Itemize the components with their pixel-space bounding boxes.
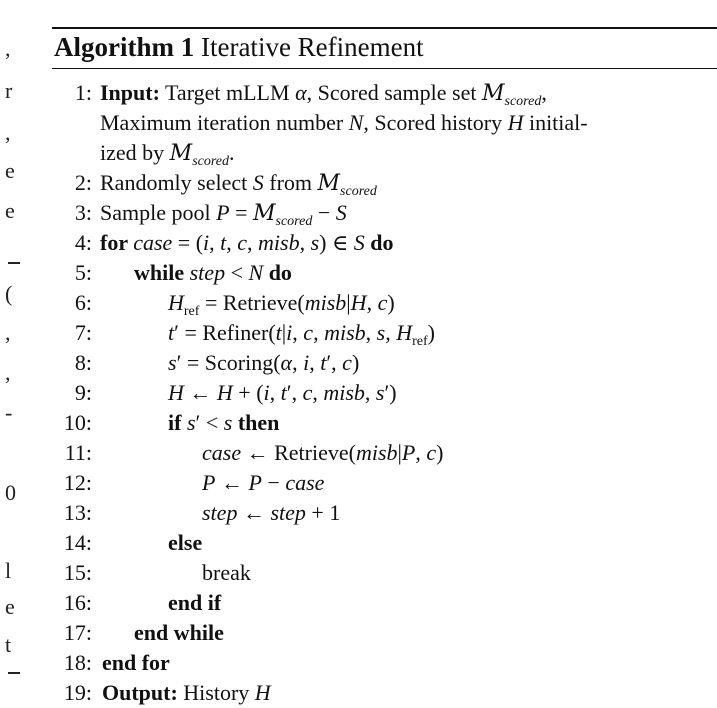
token: misb xyxy=(258,230,300,255)
token: scored xyxy=(275,214,313,229)
token: end while xyxy=(134,620,224,645)
token: ref xyxy=(412,334,428,349)
algorithm-line xyxy=(52,318,717,348)
line-text xyxy=(202,438,443,468)
token: Output: xyxy=(102,680,178,705)
margin-mark: e xyxy=(5,158,15,183)
token: Input: xyxy=(100,80,160,105)
token: from xyxy=(263,170,318,195)
token: , xyxy=(269,380,281,405)
algorithm-label: Algorithm 1 xyxy=(54,32,195,62)
margin-mark: t xyxy=(5,632,12,657)
margin-mark: , xyxy=(5,320,11,345)
token: M xyxy=(317,171,341,196)
token: c xyxy=(426,440,437,465)
token: ′, xyxy=(326,350,343,375)
token: Maximum iteration number xyxy=(100,110,349,135)
token: | xyxy=(397,440,402,465)
token: Sample pool xyxy=(100,200,217,225)
token: s xyxy=(310,230,320,255)
token: P xyxy=(202,470,216,495)
token: , xyxy=(292,320,304,345)
line-text xyxy=(202,498,340,528)
token: , xyxy=(209,230,221,255)
line-number: 9: xyxy=(74,380,92,405)
token: then xyxy=(232,410,280,435)
token: scored xyxy=(340,184,377,199)
margin-rule xyxy=(8,262,20,264)
token: case xyxy=(133,230,173,255)
token: α xyxy=(295,80,307,105)
line-text xyxy=(168,348,359,378)
margin-mark: - xyxy=(5,400,13,425)
token: ′, xyxy=(286,380,303,405)
token: , xyxy=(364,380,376,405)
token: M xyxy=(481,81,505,106)
line-number: 8: xyxy=(74,350,92,375)
left-column-clipped-text xyxy=(0,0,24,685)
margin-mark: , xyxy=(5,36,11,61)
margin-mark: , xyxy=(5,120,11,145)
token: ) xyxy=(387,290,395,315)
token: , xyxy=(309,350,321,375)
token: , xyxy=(541,80,547,105)
token: H xyxy=(216,380,233,405)
token: ′ = Scoring( xyxy=(176,350,281,375)
token: , xyxy=(366,290,378,315)
algorithm-name: Iterative Refinement xyxy=(200,32,424,62)
token: end if xyxy=(168,590,222,615)
token: = ( xyxy=(172,230,204,255)
token: + 1 xyxy=(305,500,341,525)
line-text xyxy=(102,648,170,678)
algorithm-line xyxy=(52,288,717,318)
token: s xyxy=(223,410,233,435)
line-number: 6: xyxy=(74,290,92,315)
line-number: 13: xyxy=(63,500,92,525)
token: S xyxy=(252,170,264,195)
algorithm-line xyxy=(52,528,717,558)
algorithm-line xyxy=(52,138,717,168)
token: i xyxy=(286,320,293,345)
token: ′ < xyxy=(195,410,224,435)
token: else xyxy=(168,530,203,555)
token: i xyxy=(263,380,270,405)
token: , xyxy=(312,380,324,405)
algorithm-line xyxy=(52,378,717,408)
line-number: 18: xyxy=(63,650,92,675)
line-text xyxy=(168,408,279,438)
token: ′ = Refiner( xyxy=(174,320,276,345)
token: i xyxy=(303,350,310,375)
token: do xyxy=(364,230,394,255)
token: step xyxy=(270,500,306,525)
margin-mark: 0 xyxy=(5,480,16,505)
token: < xyxy=(225,260,249,285)
token: step xyxy=(189,260,226,285)
token: , xyxy=(365,320,377,345)
token: ) ∈ xyxy=(319,230,354,255)
line-number: 2: xyxy=(74,170,92,195)
line-number: 11: xyxy=(64,440,92,465)
token: for xyxy=(100,230,134,255)
token: Target mLLM xyxy=(159,80,296,105)
top-rule xyxy=(52,27,717,29)
line-number: 5: xyxy=(74,260,92,285)
token: , xyxy=(385,320,397,345)
token: = Retrieve( xyxy=(199,290,305,315)
line-number: 17: xyxy=(63,620,92,645)
token: t xyxy=(220,230,227,255)
token: t xyxy=(280,380,287,405)
algorithm-line xyxy=(52,558,717,588)
token: s xyxy=(168,350,177,375)
token: t xyxy=(275,320,282,345)
token: − xyxy=(261,470,286,495)
token: ← Retrieve( xyxy=(241,440,356,465)
token: c xyxy=(303,320,314,345)
token: α xyxy=(280,350,293,375)
line-number: 1: xyxy=(74,80,92,105)
token: t xyxy=(168,320,175,345)
line-text xyxy=(100,108,588,138)
token: ← xyxy=(237,500,271,525)
token: , xyxy=(313,320,325,345)
token: do xyxy=(263,260,292,285)
token: − xyxy=(312,200,336,225)
algorithm-line xyxy=(52,498,717,528)
algorithm-line xyxy=(52,438,717,468)
algorithm-block xyxy=(52,0,717,705)
token: H xyxy=(396,320,413,345)
token: H xyxy=(168,380,184,405)
line-text xyxy=(134,258,292,288)
token: | xyxy=(346,290,351,315)
token: step xyxy=(202,500,238,525)
token: P xyxy=(401,440,416,465)
line-text xyxy=(202,558,251,588)
token: History xyxy=(177,680,255,705)
token: S xyxy=(353,230,365,255)
token: t xyxy=(320,350,327,375)
token: ← xyxy=(183,380,217,405)
line-text xyxy=(168,588,221,618)
token: Randomly select xyxy=(100,170,253,195)
token: c xyxy=(342,350,352,375)
line-text xyxy=(102,678,271,708)
line-number: 15: xyxy=(63,560,92,585)
line-number: 7: xyxy=(74,320,92,345)
token: P xyxy=(248,470,262,495)
line-text xyxy=(202,468,324,498)
token: + ( xyxy=(232,380,264,405)
margin-mark: , xyxy=(5,360,11,385)
token: , xyxy=(299,230,311,255)
algorithm-line xyxy=(52,108,717,138)
token: c xyxy=(237,230,248,255)
algorithm-line xyxy=(52,78,717,108)
token: misb xyxy=(355,440,398,465)
algorithm-line xyxy=(52,168,717,198)
token: scored xyxy=(192,154,229,169)
token: case xyxy=(285,470,325,495)
token: initial- xyxy=(523,110,588,135)
line-number: 19: xyxy=(63,680,92,705)
algorithm-line xyxy=(52,228,717,258)
token: i xyxy=(203,230,210,255)
line-number: 4: xyxy=(74,230,92,255)
token: , Scored history xyxy=(363,110,508,135)
token: H xyxy=(168,290,184,315)
token: case xyxy=(202,440,242,465)
margin-mark: r xyxy=(5,78,13,103)
token: ized by xyxy=(100,140,170,165)
algorithm-line xyxy=(52,678,717,708)
token: M xyxy=(169,141,193,166)
token: | xyxy=(281,320,287,345)
token: . xyxy=(229,140,235,165)
token: , xyxy=(226,230,238,255)
margin-mark: e xyxy=(5,594,15,619)
line-number: 10: xyxy=(63,410,92,435)
algorithm-line xyxy=(52,408,717,438)
token: , xyxy=(247,230,259,255)
token: ref xyxy=(183,304,200,319)
token: S xyxy=(335,200,347,225)
token: , Scored sample set xyxy=(306,80,482,105)
header-rule xyxy=(52,68,717,69)
line-text xyxy=(168,528,202,558)
token: s xyxy=(186,410,196,435)
line-number: 12: xyxy=(63,470,92,495)
algorithm-line xyxy=(52,618,717,648)
token: = xyxy=(229,200,253,225)
line-text xyxy=(168,378,397,408)
token: , xyxy=(292,350,304,375)
algorithm-line xyxy=(52,648,717,678)
token: ′) xyxy=(384,380,397,405)
margin-rule xyxy=(8,672,20,674)
token: ) xyxy=(436,440,444,465)
token: N xyxy=(248,260,264,285)
token: scored xyxy=(504,94,542,109)
token: H xyxy=(254,680,271,705)
token: misb xyxy=(324,320,366,345)
margin-mark: l xyxy=(5,558,12,583)
token: if xyxy=(168,410,187,435)
token: s xyxy=(376,320,386,345)
margin-mark: ( xyxy=(5,281,13,306)
token: c xyxy=(377,290,388,315)
margin-mark: e xyxy=(5,198,15,223)
algorithm-line xyxy=(52,198,717,228)
algorithm-line xyxy=(52,348,717,378)
token: s xyxy=(375,380,385,405)
token: P xyxy=(216,200,230,225)
algorithm-line xyxy=(52,258,717,288)
token: ) xyxy=(351,350,360,375)
token: H xyxy=(507,110,524,135)
token: misb xyxy=(304,290,347,315)
line-number: 14: xyxy=(63,530,92,555)
token: H xyxy=(350,290,367,315)
algorithm-line xyxy=(52,468,717,498)
line-number: 3: xyxy=(74,200,92,225)
algorithm-title xyxy=(54,30,424,64)
algorithm-line xyxy=(52,588,717,618)
token: break xyxy=(202,560,251,585)
token: misb xyxy=(323,380,365,405)
line-text xyxy=(134,618,224,648)
token: while xyxy=(134,260,190,285)
token: ← xyxy=(215,470,249,495)
token: c xyxy=(302,380,313,405)
line-text xyxy=(100,228,394,258)
token: ) xyxy=(427,320,435,345)
line-number: 16: xyxy=(63,590,92,615)
token: N xyxy=(348,110,364,135)
token: M xyxy=(252,201,276,226)
token: , xyxy=(415,440,427,465)
token: end for xyxy=(102,650,170,675)
